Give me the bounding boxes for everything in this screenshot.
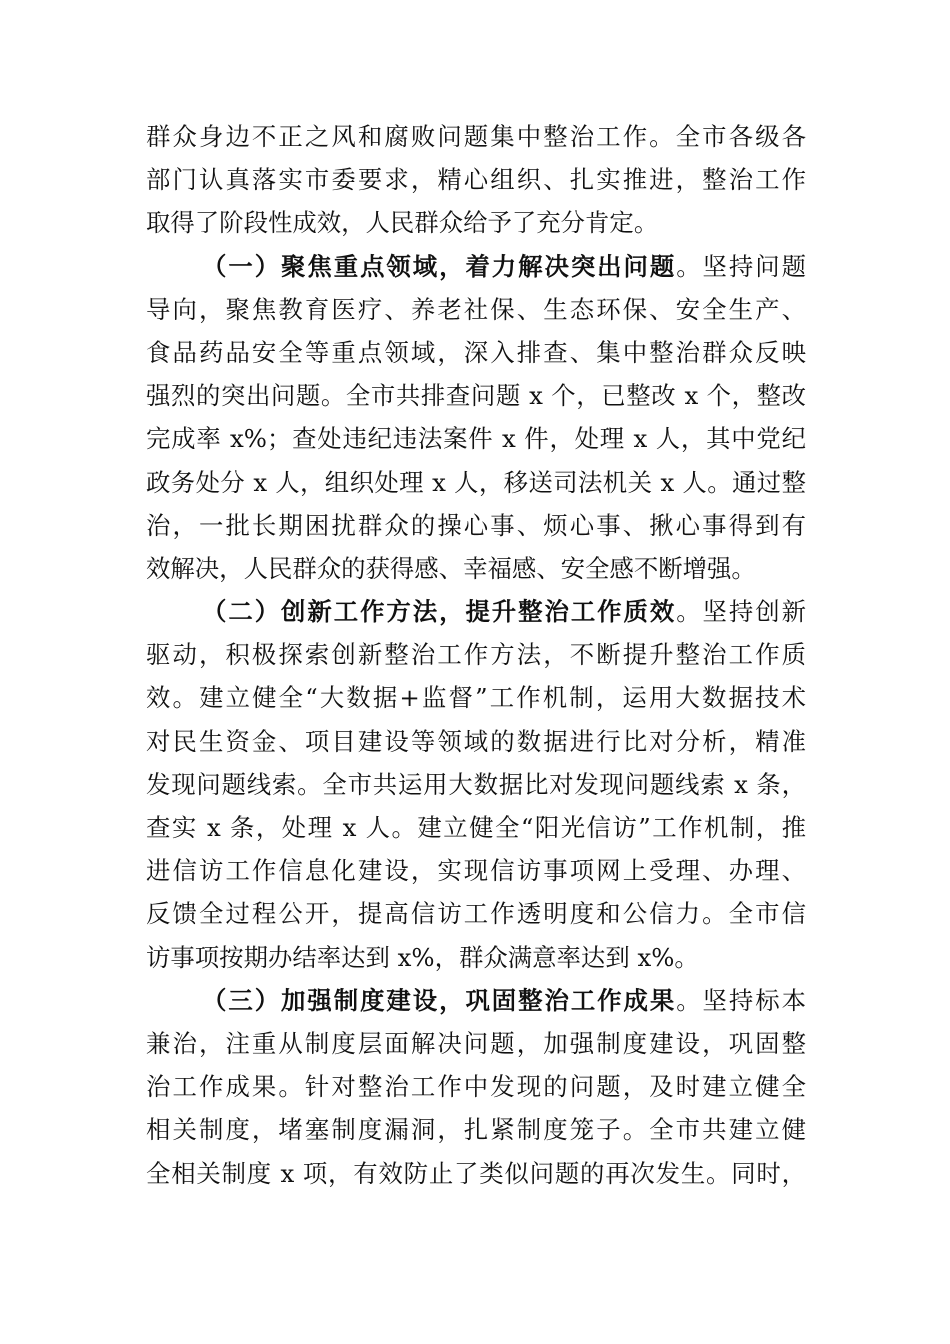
body-line: 相关制度，堵塞制度漏洞，扎紧制度笼子。全市共建立健 bbox=[146, 1115, 806, 1145]
body-line: 政务处分 x 人，组织处理 x 人，移送司法机关 x 人。通过整 bbox=[146, 467, 806, 497]
section-3-first-line bbox=[146, 979, 806, 1022]
body-line: 治，一批长期困扰群众的操心事、烦心事、揪心事得到有 bbox=[146, 510, 806, 540]
section-2-lead-text: 。坚持创新 bbox=[676, 597, 806, 627]
section-3-lead-text: 。坚持标本 bbox=[676, 985, 806, 1015]
body-line: 群众身边不正之风和腐败问题集中整治工作。全市各级各 bbox=[146, 122, 806, 151]
body-line: 全相关制度 x 项，有效防止了类似问题的再次发生。同时， bbox=[146, 1158, 806, 1188]
body-line: 驱动，积极探索创新整治工作方法，不断提升整治工作质 bbox=[146, 640, 806, 670]
body-line: 兼治，注重从制度层面解决问题，加强制度建设，巩固整 bbox=[146, 1028, 806, 1058]
section-1-lead-text: 。坚持问题 bbox=[676, 251, 806, 281]
body-line: 对民生资金、项目建设等领域的数据进行比对分析，精准 bbox=[146, 726, 806, 756]
section-1-first-line bbox=[146, 245, 806, 288]
body-line: 完成率 x%；查处违纪违法案件 x 件，处理 x 人，其中党纪 bbox=[146, 424, 806, 454]
body-line: 效解决，人民群众的获得感、幸福感、安全感不断增强。 bbox=[146, 553, 756, 583]
body-line: 进信访工作信息化建设，实现信访事项网上受理、办理、 bbox=[146, 856, 806, 886]
body-line: 导向，聚焦教育医疗、养老社保、生态环保、安全生产、 bbox=[146, 294, 806, 324]
section-2-first-line bbox=[146, 590, 806, 633]
section-1-heading: （一）聚焦重点领域，着力解决突出问题 bbox=[202, 251, 677, 281]
body-line: 查实 x 条，处理 x 人。建立健全“阳光信访”工作机制，推 bbox=[146, 813, 806, 842]
body-line: 发现问题线索。全市共运用大数据比对发现问题线索 x 条， bbox=[146, 769, 806, 799]
body-line: 反馈全过程公开，提高信访工作透明度和公信力。全市信 bbox=[146, 899, 806, 929]
section-2-heading: （二）创新工作方法，提升整治工作质效 bbox=[202, 597, 677, 627]
body-line: 取得了阶段性成效，人民群众给予了充分肯定。 bbox=[146, 208, 659, 238]
body-line: 强烈的突出问题。全市共排查问题 x 个，已整改 x 个，整改 bbox=[146, 381, 806, 411]
body-line: 食品药品安全等重点领域，深入排查、集中整治群众反映 bbox=[146, 337, 806, 367]
section-3-heading: （三）加强制度建设，巩固整治工作成果 bbox=[202, 985, 677, 1015]
body-line: 治工作成果。针对整治工作中发现的问题，及时建立健全 bbox=[146, 1072, 806, 1102]
document-body bbox=[146, 115, 806, 1195]
body-line: 访事项按期办结率达到 x%，群众满意率达到 x%。 bbox=[146, 942, 699, 972]
body-line: 效。建立健全“大数据+监督”工作机制，运用大数据技术 bbox=[146, 683, 806, 713]
body-line: 部门认真落实市委要求，精心组织、扎实推进，整治工作 bbox=[146, 165, 806, 195]
